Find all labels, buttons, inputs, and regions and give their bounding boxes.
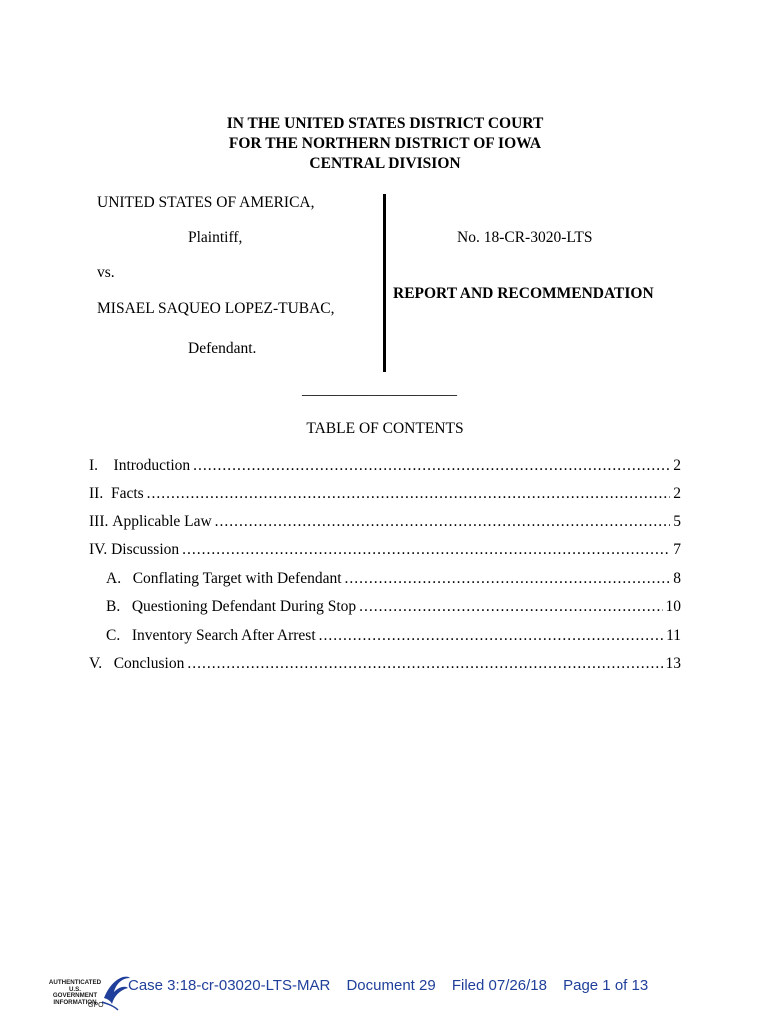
toc-entry-title: Applicable Law <box>112 513 212 530</box>
district-name: FOR THE NORTHERN DISTRICT OF IOWA <box>228 135 542 152</box>
plaintiff-role: Plaintiff, <box>188 229 243 246</box>
toc-entry-page: 7 <box>673 541 681 558</box>
toc-entry-number: IV. <box>89 541 112 558</box>
toc-entry-title: Discussion <box>111 541 180 558</box>
toc-entry-number: I. <box>89 457 114 474</box>
plaintiff-name: UNITED STATES OF AMERICA, <box>97 194 315 211</box>
toc-entry-number: III. <box>89 513 113 530</box>
toc-leader-dots <box>215 513 671 531</box>
toc-entry-page: 10 <box>665 598 681 615</box>
toc-entry-questioning-defendant[interactable] <box>106 598 681 618</box>
filing-stamp <box>128 977 660 994</box>
gpo-seal-mark: GPO <box>88 1002 104 1009</box>
toc-entry-page: 11 <box>666 627 681 644</box>
defendant-role: Defendant. <box>188 340 257 357</box>
toc-entry-conclusion[interactable] <box>89 655 681 675</box>
toc-entry-introduction[interactable] <box>89 457 681 477</box>
toc-entry-number: V. <box>89 655 114 672</box>
document-title: REPORT AND RECOMMENDATION <box>393 285 654 302</box>
toc-leader-dots <box>187 655 662 673</box>
page-count: Page 1 of 13 <box>563 977 649 994</box>
gpo-seal-text: AUTHENTICATED U.S. GOVERNMENT INFORMATION <box>48 979 102 1006</box>
toc-entry-title: Conclusion <box>113 655 185 672</box>
toc-entry-number: B. <box>106 598 132 615</box>
toc-entry-title: Questioning Defendant During Stop <box>131 598 357 615</box>
toc-entry-inventory-search[interactable] <box>106 627 681 647</box>
defendant-name: MISAEL SAQUEO LOPEZ-TUBAC, <box>97 300 335 317</box>
court-name: IN THE UNITED STATES DISTRICT COURT <box>226 115 544 132</box>
toc-entry-title: Inventory Search After Arrest <box>131 627 316 644</box>
toc-entry-page: 2 <box>673 485 681 502</box>
toc-entry-facts[interactable] <box>89 485 681 505</box>
toc-entry-number: A. <box>106 570 133 587</box>
toc-entry-discussion[interactable] <box>89 541 681 561</box>
toc-entry-number: C. <box>106 627 132 644</box>
toc-entry-title: Facts <box>110 485 144 502</box>
caption-divider <box>383 194 386 372</box>
document-number: Document 29 <box>346 977 436 994</box>
toc-heading: TABLE OF CONTENTS <box>306 420 464 437</box>
toc-leader-dots <box>182 541 670 559</box>
case-id: Case 3:18-cr-03020-LTS-MAR <box>128 977 331 994</box>
versus-label: vs. <box>97 264 115 281</box>
toc-entry-number: II. <box>89 485 111 502</box>
toc-leader-dots <box>319 627 663 645</box>
toc-entry-page: 2 <box>673 457 681 474</box>
toc-leader-dots <box>359 598 662 616</box>
section-separator: ____________________ <box>302 381 457 398</box>
toc-entry-applicable-law[interactable] <box>89 513 681 533</box>
case-number: No. 18-CR-3020-LTS <box>457 229 593 246</box>
toc-entry-title: Introduction <box>113 457 191 474</box>
toc-leader-dots <box>193 457 670 475</box>
toc-leader-dots <box>345 570 671 588</box>
toc-entry-title: Conflating Target with Defendant <box>132 570 342 587</box>
toc-entry-page: 8 <box>673 570 681 587</box>
gpo-authentication-seal-icon <box>42 972 132 1012</box>
toc-entry-page: 13 <box>665 655 681 672</box>
division-name: CENTRAL DIVISION <box>309 155 461 172</box>
toc-entry-conflating-target[interactable] <box>106 570 681 590</box>
toc-leader-dots <box>147 485 671 503</box>
toc-entry-page: 5 <box>673 513 681 530</box>
filed-date: Filed 07/26/18 <box>451 977 547 994</box>
page-footer <box>42 972 702 1012</box>
court-header <box>0 114 770 174</box>
